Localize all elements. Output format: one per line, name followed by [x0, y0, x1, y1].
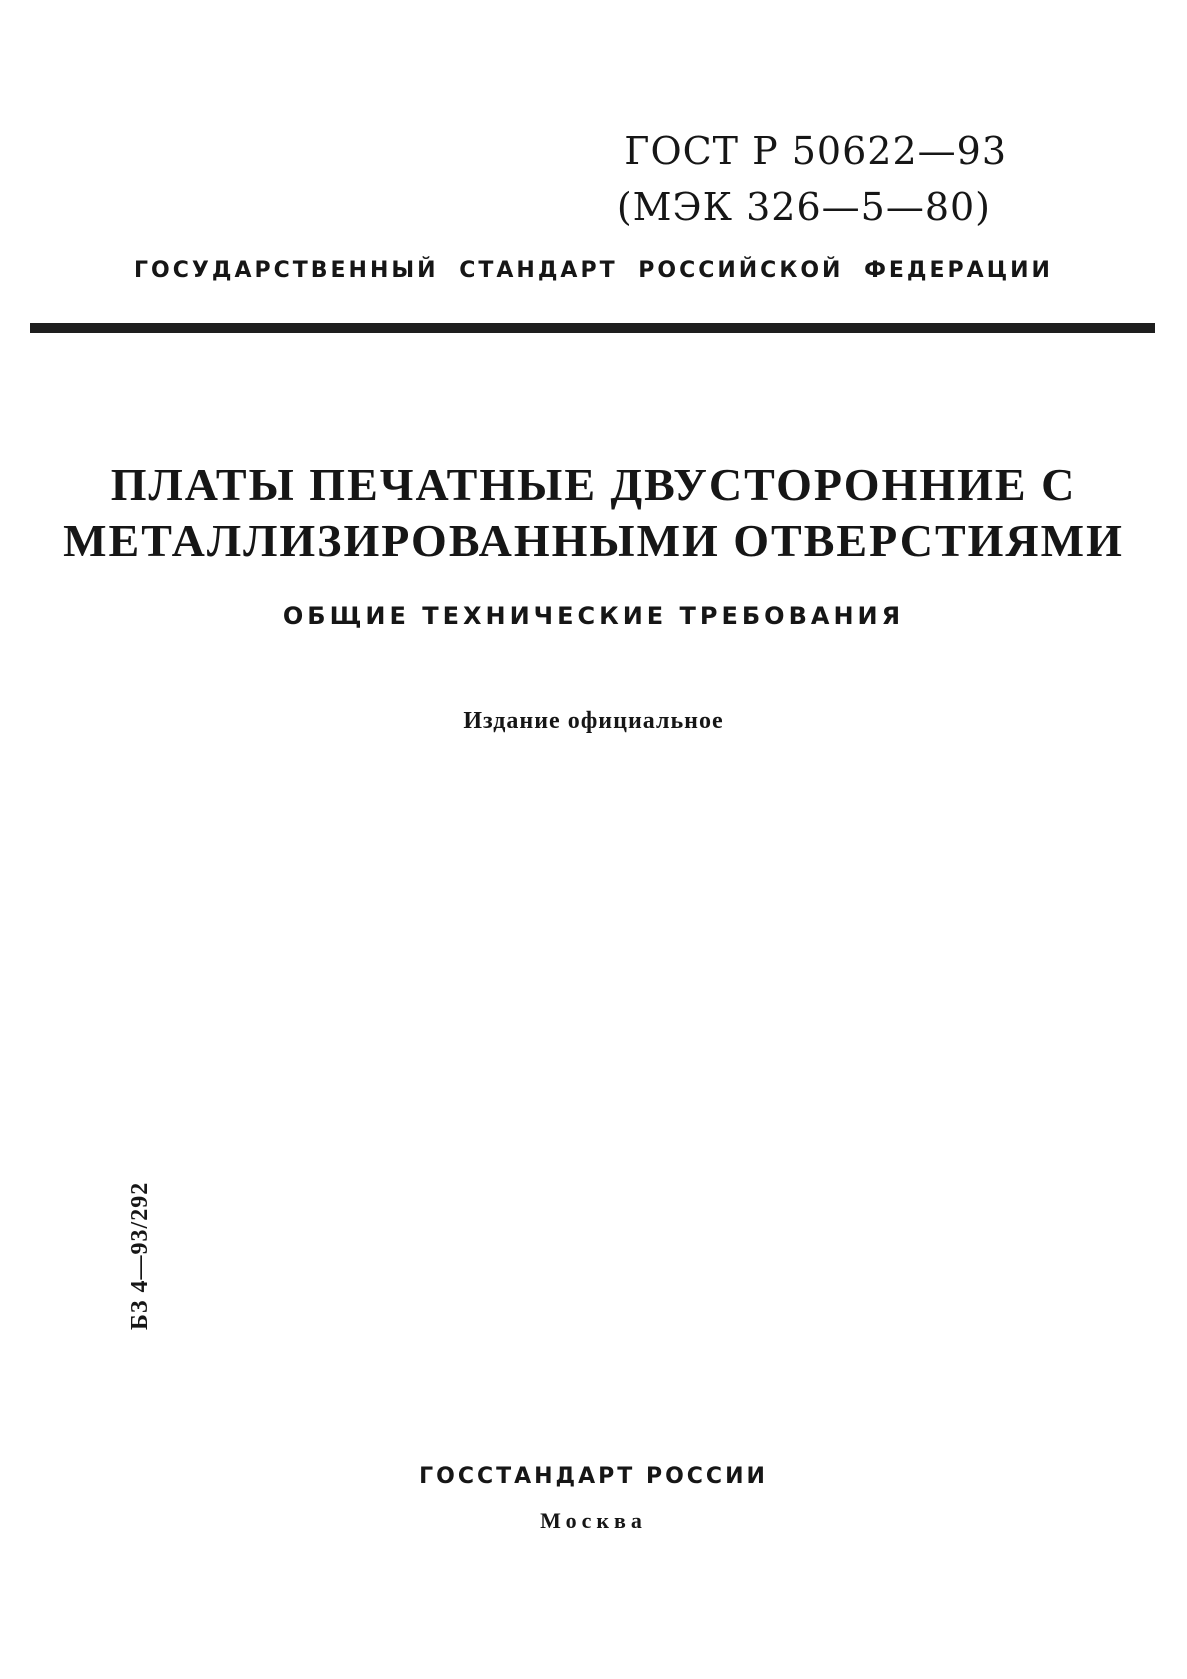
document-equivalent-number: (МЭК 326—5—80) — [616, 185, 991, 229]
subtitle: ОБЩИЕ ТЕХНИЧЕСКИЕ ТРЕБОВАНИЯ — [282, 602, 905, 630]
publisher: ГОССТАНДАРТ РОССИИ — [419, 1464, 768, 1489]
main-title-line-1: ПЛАТЫ ПЕЧАТНЫЕ ДВУСТОРОННИЕ С — [110, 459, 1077, 510]
document-number: ГОСТ Р 50622—93 — [624, 129, 1007, 173]
edition-note: Издание официальное — [463, 708, 724, 734]
side-code: БЗ 4—93/292 — [127, 1181, 153, 1330]
main-title-line-2: МЕТАЛЛИЗИРОВАННЫМИ ОТВЕРСТИЯМИ — [63, 515, 1124, 566]
city: Москва — [540, 1508, 647, 1533]
standard-type-heading: ГОСУДАРСТВЕННЫЙ СТАНДАРТ РОССИЙСКОЙ ФЕДЕРАЦИИ — [134, 258, 1053, 283]
horizontal-rule — [30, 323, 1155, 333]
